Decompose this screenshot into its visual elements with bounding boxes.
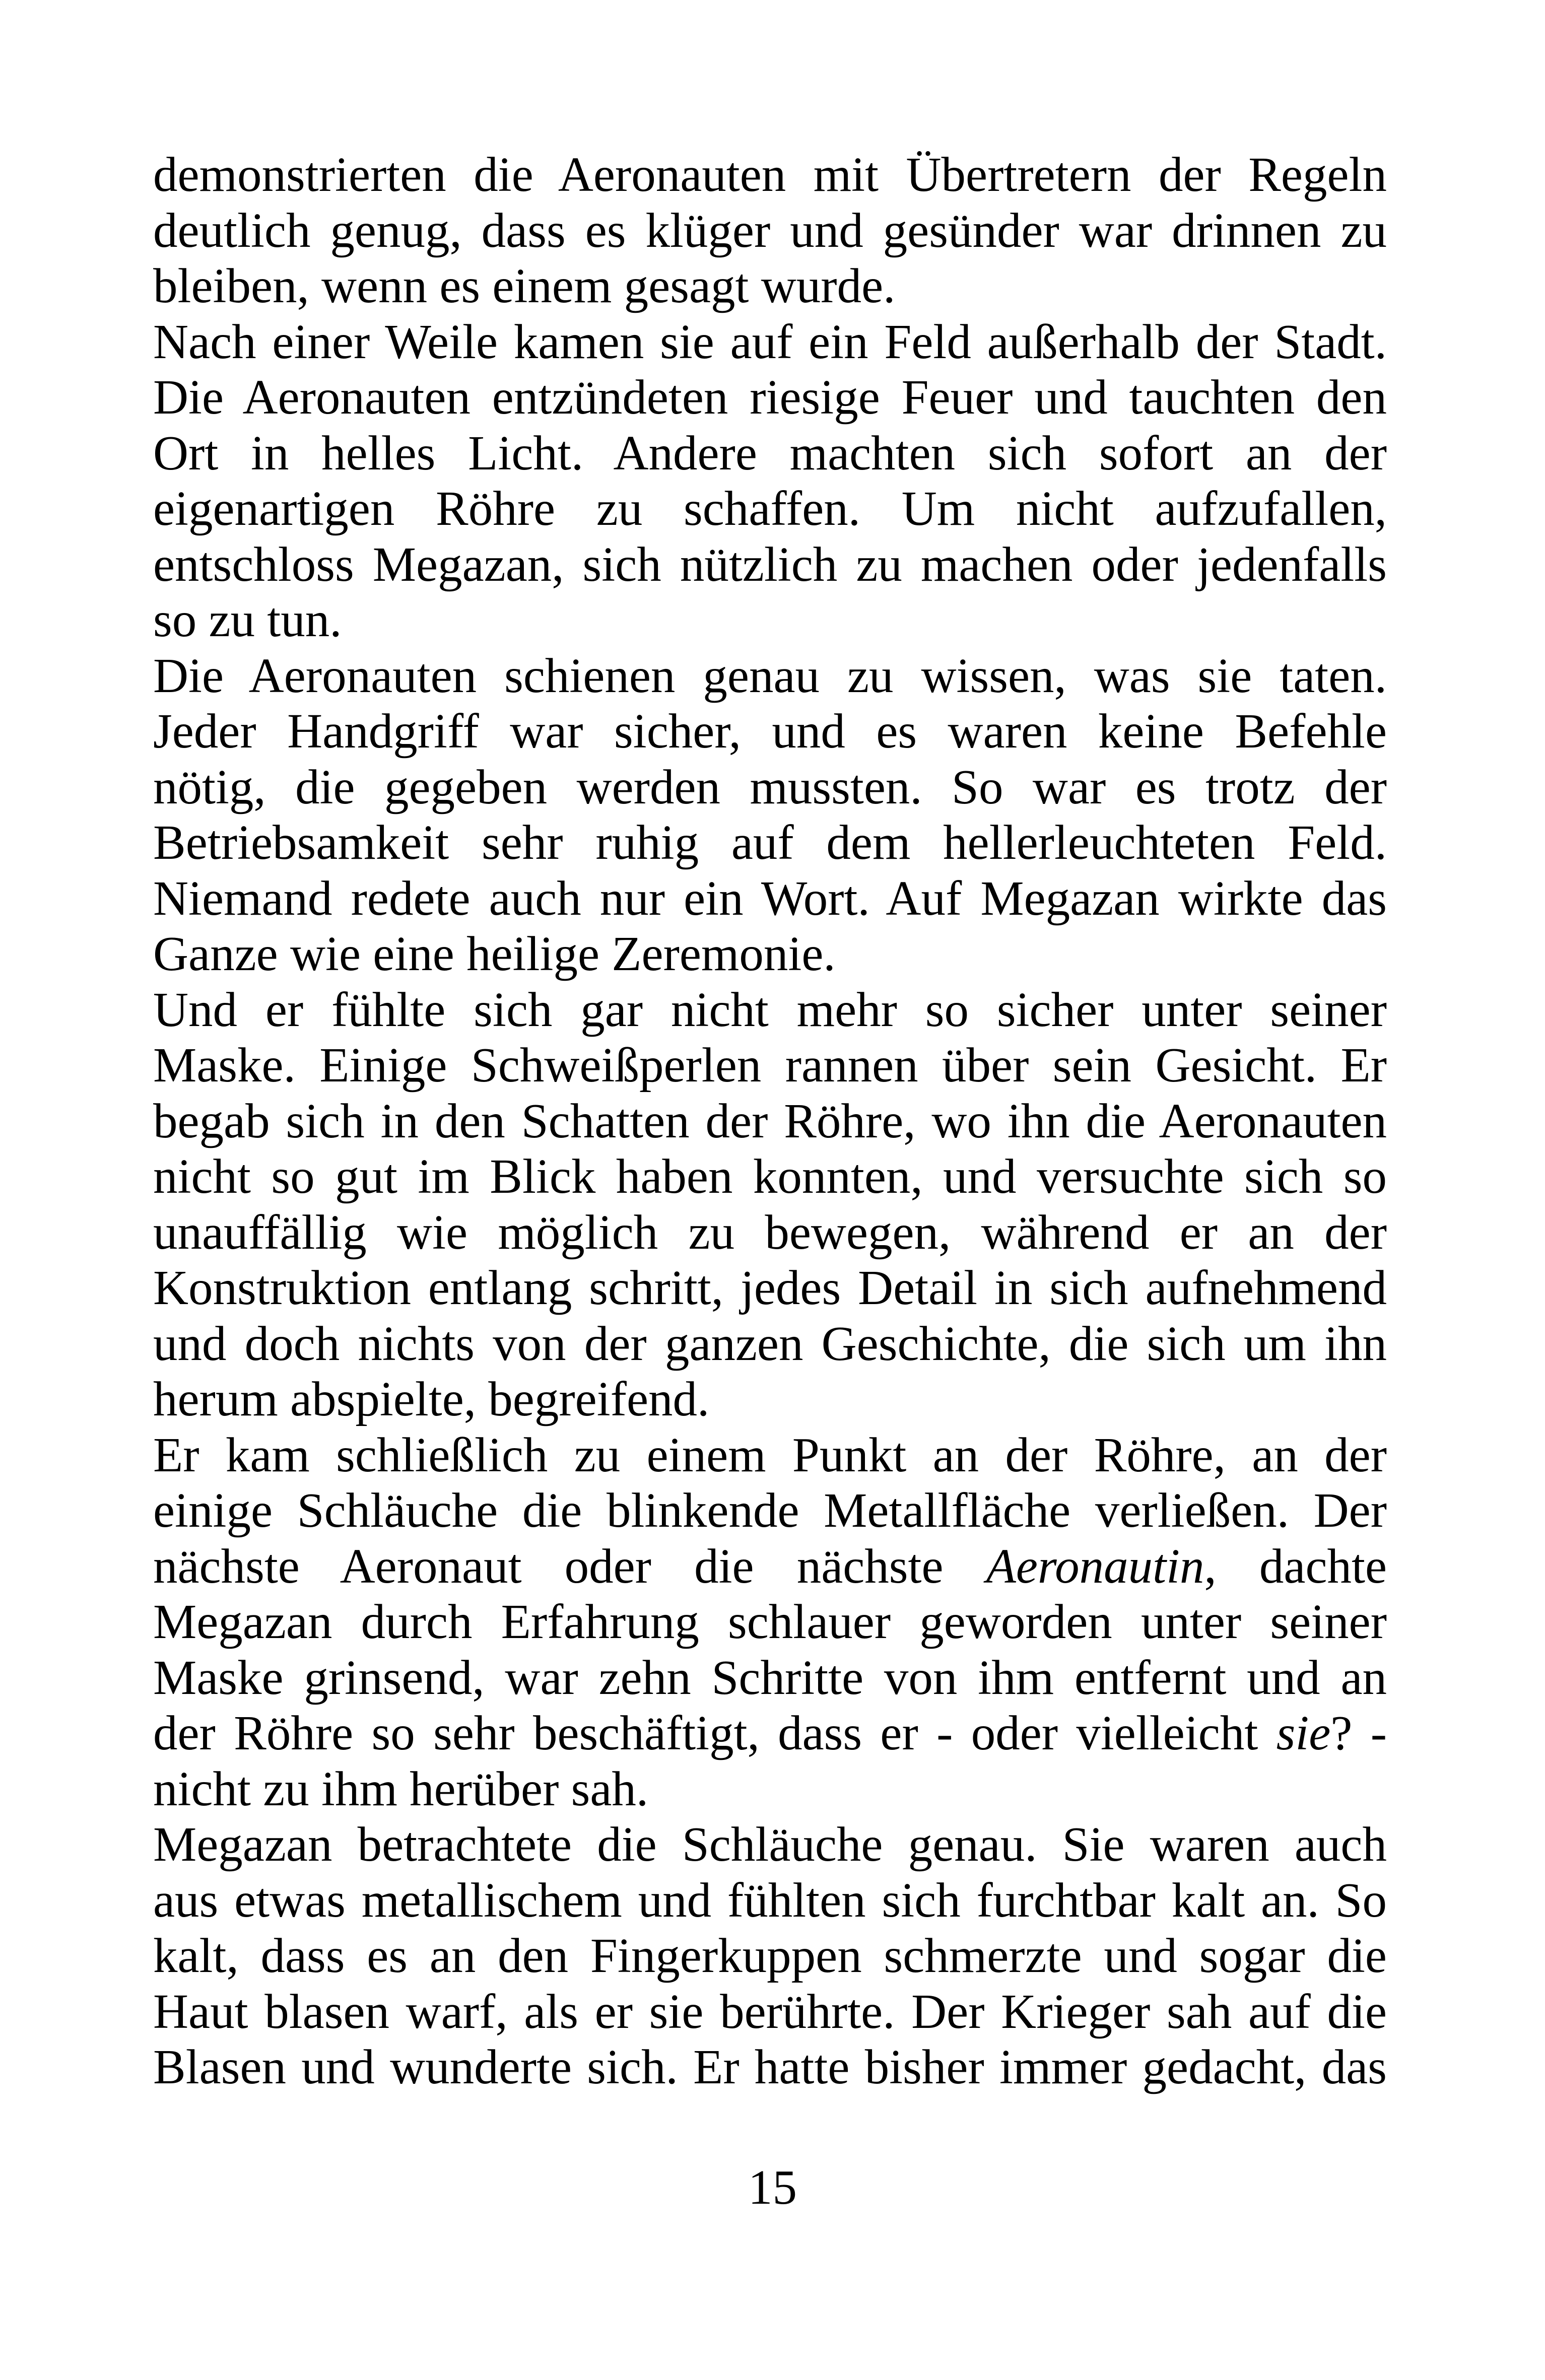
text-line: demonstrierten die Aeronauten mit Übertretern der Regeln — [153, 148, 1387, 201]
text-line: Er kam schließlich zu einem Punkt an der Röhre, an der — [153, 1427, 1387, 1482]
text-line: Die Aeronauten schienen genau zu wissen, was sie taten. — [153, 648, 1387, 703]
text-line: Blasen und wunderte sich. Er hatte bisher immer gedacht, das — [153, 2040, 1387, 2094]
page-number: 15 — [748, 2160, 797, 2214]
text-segment: nächste Aeronaut oder die nächste — [153, 1539, 986, 1593]
page-body — [153, 147, 1387, 2095]
text-line: Megazan durch Erfahrung schlauer geworden unter seiner — [153, 1595, 1387, 1649]
text-line: Konstruktion entlang schritt, jedes Detail in sich aufnehmend — [153, 1261, 1387, 1315]
text-segment: ? - — [1330, 1706, 1387, 1760]
text-line: Die Aeronauten entzündeten riesige Feuer und tauchten den — [153, 370, 1387, 424]
text-line: kalt, dass es an den Fingerkuppen schmerzte und sogar die — [153, 1929, 1387, 1983]
text-line: nötig, die gegeben werden mussten. So war es trotz der — [153, 760, 1387, 814]
italic-word: sie — [1276, 1706, 1331, 1760]
text-line: so zu tun. — [153, 593, 342, 647]
text-line: Betriebsamkeit sehr ruhig auf dem hellerleuchteten Feld. — [153, 815, 1387, 869]
text-segment: , dachte — [1204, 1539, 1387, 1593]
text-line: Ort in helles Licht. Andere machten sich sofort an der — [153, 426, 1387, 480]
text-line: bleiben, wenn es einem gesagt wurde. — [153, 259, 896, 313]
text-line: Ganze wie eine heilige Zeremonie. — [153, 927, 836, 981]
text-line: Maske grinsend, war zehn Schritte von ihm entfernt und an — [153, 1650, 1387, 1705]
text-line: Megazan betrachtete die Schläuche genau. Sie waren auch — [153, 1817, 1387, 1871]
text-line: Jeder Handgriff war sicher, und es waren keine Befehle — [153, 704, 1387, 758]
text-line — [153, 1706, 1387, 1761]
text-line: einige Schläuche die blinkende Metallfläche verließen. Der — [153, 1483, 1387, 1537]
text-line: herum abspielte, begreifend. — [153, 1372, 710, 1426]
text-line: begab sich in den Schatten der Röhre, wo ihn die Aeronauten — [153, 1094, 1387, 1148]
text-line: nicht zu ihm herüber sah. — [153, 1761, 649, 1816]
text-line: und doch nichts von der ganzen Geschichte, die sich um ihn — [153, 1316, 1387, 1371]
text-line: Und er fühlte sich gar nicht mehr so sicher unter seiner — [153, 982, 1387, 1037]
text-line: eigenartigen Röhre zu schaffen. Um nicht aufzufallen, — [153, 482, 1387, 535]
text-line: Niemand redete auch nur ein Wort. Auf Megazan wirkte das — [153, 871, 1387, 925]
text-line — [153, 1539, 1387, 1595]
text-line: Maske. Einige Schweißperlen rannen über sein Gesicht. Er — [153, 1038, 1387, 1092]
text-line: aus etwas metallischem und fühlten sich furchtbar kalt an. So — [153, 1873, 1387, 1927]
text-line: Haut blasen warf, als er sie berührte. Der Krieger sah auf die — [153, 1984, 1387, 2038]
text-line: entschloss Megazan, sich nützlich zu machen oder jedenfalls — [153, 537, 1387, 591]
text-line: deutlich genug, dass es klüger und gesünder war drinnen zu — [153, 203, 1387, 257]
text-line: Nach einer Weile kamen sie auf ein Feld außerhalb der Stadt. — [153, 314, 1387, 369]
italic-word: Aeronautin — [986, 1539, 1204, 1593]
text-line: unauffällig wie möglich zu bewegen, während er an der — [153, 1205, 1387, 1259]
text-line: nicht so gut im Blick haben konnten, und versuchte sich so — [153, 1149, 1387, 1203]
text-segment: der Röhre so sehr beschäftigt, dass er - oder vielleicht — [153, 1706, 1277, 1760]
